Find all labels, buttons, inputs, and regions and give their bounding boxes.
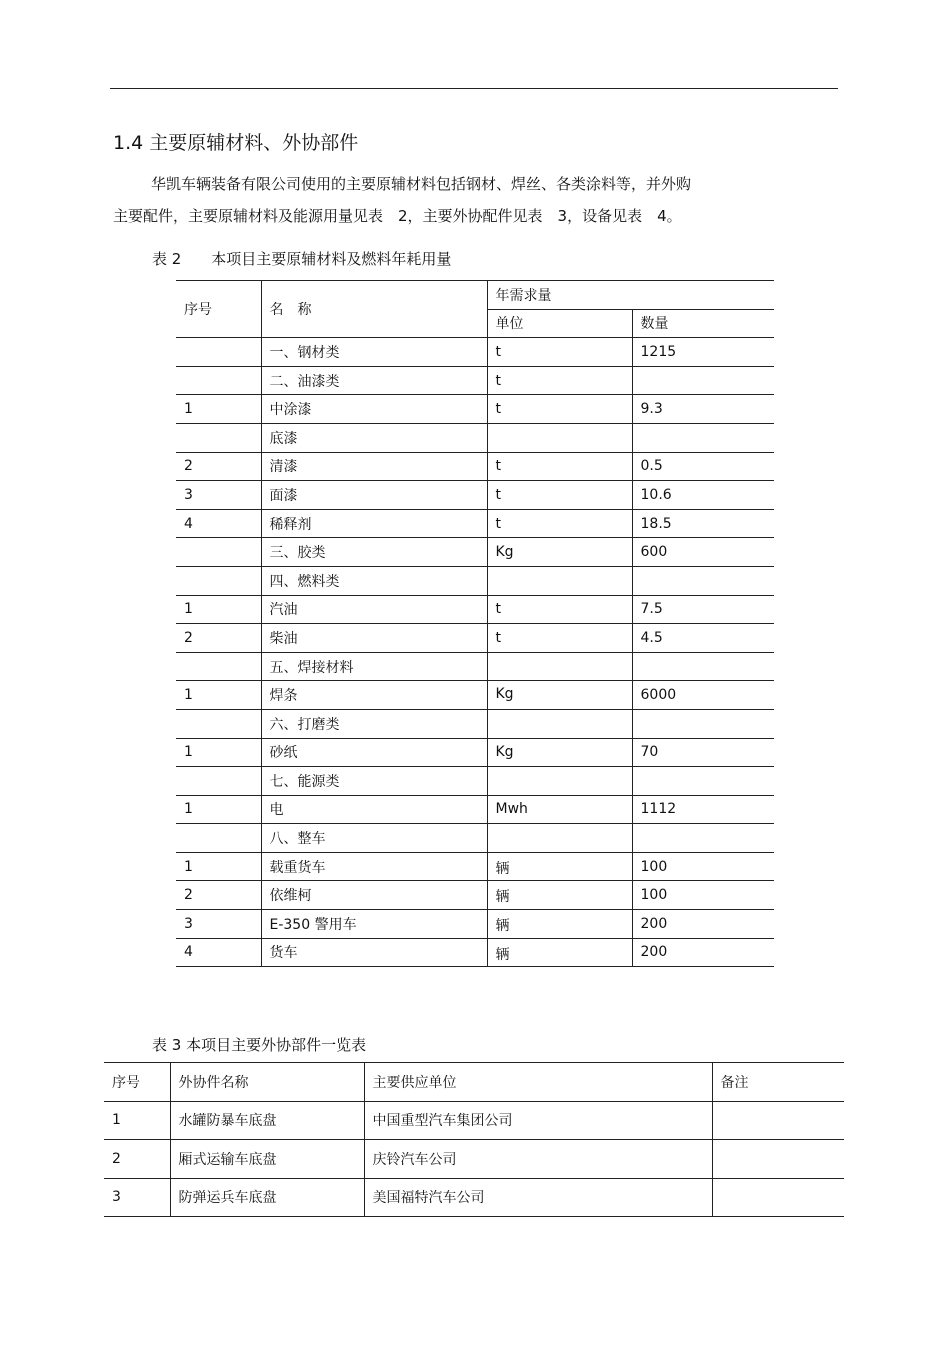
- cell-unit: 辆: [487, 852, 632, 881]
- table-header-row: [176, 281, 774, 310]
- cell-no: 1: [104, 1101, 170, 1140]
- cell-qty: 1112: [632, 795, 774, 824]
- cell-no: [176, 338, 261, 367]
- table-row: [176, 738, 774, 767]
- cell-no: 2: [176, 452, 261, 481]
- table-row: [176, 910, 774, 939]
- cell-name: 砂纸: [261, 738, 487, 767]
- table-row: [176, 423, 774, 452]
- cell-unit: [487, 652, 632, 681]
- cell-qty: 70: [632, 738, 774, 767]
- cell-unit: Kg: [487, 538, 632, 567]
- section-heading: 1.4 主要原辅材料、外协部件: [113, 132, 359, 154]
- table-row: [176, 481, 774, 510]
- cell-no: [176, 538, 261, 567]
- header-name: 名 称: [261, 281, 487, 338]
- cell-name: 四、燃料类: [261, 566, 487, 595]
- cell-unit: t: [487, 481, 632, 510]
- cell-no: [176, 767, 261, 796]
- table-row: [104, 1140, 844, 1179]
- cell-name: 柴油: [261, 624, 487, 653]
- cell-unit: Kg: [487, 681, 632, 710]
- table-row: [176, 852, 774, 881]
- cell-unit: t: [487, 452, 632, 481]
- cell-no: 1: [176, 738, 261, 767]
- table-row: [176, 938, 774, 967]
- cell-unit: [487, 767, 632, 796]
- cell-name: 依维柯: [261, 881, 487, 910]
- outsourced-parts-table: [104, 1062, 844, 1217]
- cell-qty: [632, 366, 774, 395]
- table-row: [104, 1178, 844, 1217]
- cell-supplier: 庆铃汽车公司: [364, 1140, 712, 1179]
- table-row: [176, 395, 774, 424]
- cell-no: 1: [176, 595, 261, 624]
- cell-name: 焊条: [261, 681, 487, 710]
- cell-no: 3: [176, 481, 261, 510]
- cell-no: [176, 709, 261, 738]
- table-row: [176, 509, 774, 538]
- cell-qty: [632, 566, 774, 595]
- cell-qty: [632, 767, 774, 796]
- cell-no: 1: [176, 395, 261, 424]
- cell-no: 3: [176, 910, 261, 939]
- cell-name: 五、焊接材料: [261, 652, 487, 681]
- cell-name: 二、油漆类: [261, 366, 487, 395]
- intro-line-2: 主要配件，主要原辅材料及能源用量见表 2，主要外协配件见表 3，设备见表 4。: [113, 207, 682, 225]
- cell-name: 面漆: [261, 481, 487, 510]
- cell-qty: 18.5: [632, 509, 774, 538]
- table3-caption: 表 3 本项目主要外协部件一览表: [152, 1036, 367, 1054]
- cell-qty: 7.5: [632, 595, 774, 624]
- cell-name: 中涂漆: [261, 395, 487, 424]
- cell-qty: 100: [632, 881, 774, 910]
- cell-part: 防弹运兵车底盘: [170, 1178, 364, 1217]
- cell-no: 3: [104, 1178, 170, 1217]
- table-row: [176, 452, 774, 481]
- table-row: [176, 824, 774, 853]
- table-row: [176, 538, 774, 567]
- table-row: [176, 652, 774, 681]
- cell-note: [712, 1101, 844, 1140]
- cell-name: 货车: [261, 938, 487, 967]
- cell-name: 清漆: [261, 452, 487, 481]
- cell-qty: 0.5: [632, 452, 774, 481]
- cell-qty: [632, 824, 774, 853]
- intro-line-1: 华凯车辆装备有限公司使用的主要原辅材料包括钢材、焊丝、各类涂料等，并外购: [151, 175, 692, 193]
- cell-unit: [487, 423, 632, 452]
- cell-note: [712, 1178, 844, 1217]
- header-part: 外协件名称: [170, 1063, 364, 1102]
- table-row: [176, 681, 774, 710]
- cell-qty: 6000: [632, 681, 774, 710]
- cell-unit: t: [487, 366, 632, 395]
- cell-no: 1: [176, 681, 261, 710]
- cell-unit: 辆: [487, 881, 632, 910]
- cell-qty: 10.6: [632, 481, 774, 510]
- table-row: [176, 366, 774, 395]
- cell-supplier: 中国重型汽车集团公司: [364, 1101, 712, 1140]
- table-row: [104, 1101, 844, 1140]
- cell-qty: 1215: [632, 338, 774, 367]
- cell-no: [176, 652, 261, 681]
- cell-qty: 200: [632, 910, 774, 939]
- cell-name: 载重货车: [261, 852, 487, 881]
- header-unit: 单位: [487, 309, 632, 338]
- header-note: 备注: [712, 1063, 844, 1102]
- cell-name: 八、整车: [261, 824, 487, 853]
- cell-qty: 4.5: [632, 624, 774, 653]
- header-supplier: 主要供应单位: [364, 1063, 712, 1102]
- header-no: 序号: [176, 281, 261, 338]
- cell-unit: t: [487, 509, 632, 538]
- cell-no: 2: [176, 624, 261, 653]
- cell-no: [176, 566, 261, 595]
- cell-unit: t: [487, 595, 632, 624]
- cell-qty: 600: [632, 538, 774, 567]
- cell-unit: [487, 566, 632, 595]
- cell-unit: 辆: [487, 938, 632, 967]
- intro-paragraph: [113, 168, 833, 232]
- table-row: [176, 624, 774, 653]
- cell-name: 电: [261, 795, 487, 824]
- cell-name: 三、胶类: [261, 538, 487, 567]
- cell-unit: [487, 824, 632, 853]
- cell-qty: 100: [632, 852, 774, 881]
- cell-no: 1: [176, 852, 261, 881]
- cell-unit: t: [487, 395, 632, 424]
- cell-qty: [632, 709, 774, 738]
- table-row: [176, 709, 774, 738]
- table-header-row: [104, 1063, 844, 1102]
- cell-name: 稀释剂: [261, 509, 487, 538]
- cell-unit: 辆: [487, 910, 632, 939]
- table-row: [176, 881, 774, 910]
- cell-qty: 9.3: [632, 395, 774, 424]
- table-row: [176, 767, 774, 796]
- cell-no: 4: [176, 938, 261, 967]
- cell-unit: t: [487, 338, 632, 367]
- header-no: 序号: [104, 1063, 170, 1102]
- cell-qty: [632, 423, 774, 452]
- header-qty: 数量: [632, 309, 774, 338]
- cell-name: 七、能源类: [261, 767, 487, 796]
- cell-name: 底漆: [261, 423, 487, 452]
- table-row: [176, 595, 774, 624]
- table-row: [176, 338, 774, 367]
- header-demand: 年需求量: [487, 281, 774, 310]
- table-row: [176, 566, 774, 595]
- materials-table: [176, 280, 774, 967]
- cell-no: 1: [176, 795, 261, 824]
- cell-unit: [487, 709, 632, 738]
- cell-supplier: 美国福特汽车公司: [364, 1178, 712, 1217]
- cell-note: [712, 1140, 844, 1179]
- cell-unit: Mwh: [487, 795, 632, 824]
- cell-qty: 200: [632, 938, 774, 967]
- cell-unit: t: [487, 624, 632, 653]
- cell-no: [176, 366, 261, 395]
- cell-name: 一、钢材类: [261, 338, 487, 367]
- cell-no: [176, 423, 261, 452]
- cell-no: 4: [176, 509, 261, 538]
- cell-no: 2: [176, 881, 261, 910]
- table-row: [176, 795, 774, 824]
- cell-part: 水罐防暴车底盘: [170, 1101, 364, 1140]
- header-rule: [110, 88, 838, 89]
- cell-qty: [632, 652, 774, 681]
- cell-name: E-350 警用车: [261, 910, 487, 939]
- cell-unit: Kg: [487, 738, 632, 767]
- cell-name: 汽油: [261, 595, 487, 624]
- cell-no: 2: [104, 1140, 170, 1179]
- cell-name: 六、打磨类: [261, 709, 487, 738]
- table2-caption: 表 2 本项目主要原辅材料及燃料年耗用量: [152, 250, 452, 268]
- cell-part: 厢式运输车底盘: [170, 1140, 364, 1179]
- cell-no: [176, 824, 261, 853]
